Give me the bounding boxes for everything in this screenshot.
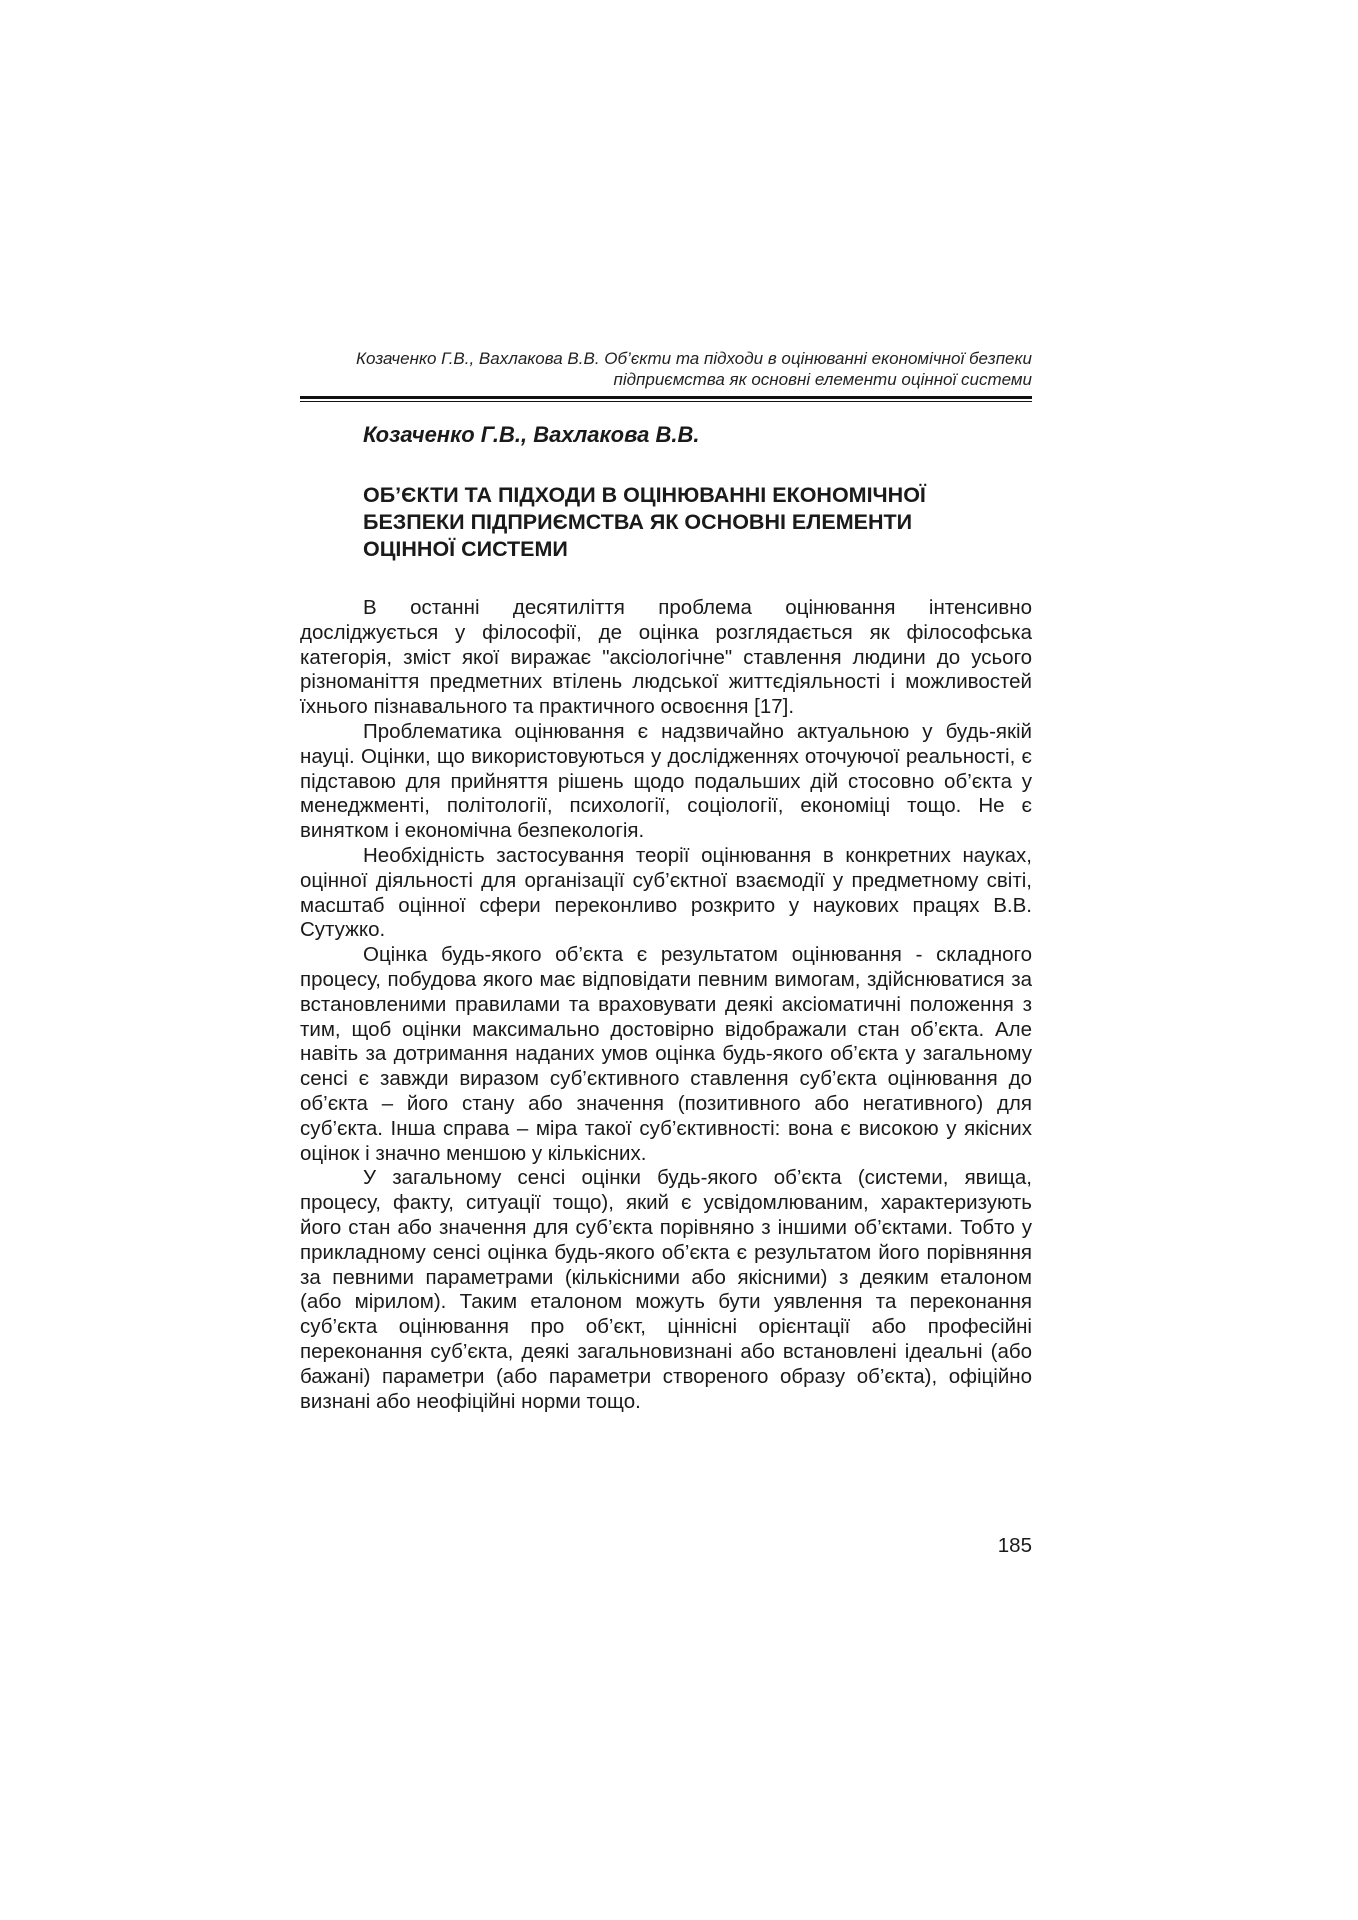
body-paragraph: В останні десятиліття проблема оцінювання інтенсивно досліджується у філософії, де оцінка розглядається як філософська категорія, зміст якої виражає "аксіологічне" ставлення людини до усього різноманіття предметних втілень людської життєдіяльності і можливостей їхнього пізнавального та практичного освоєння [17]. (300, 596, 1032, 719)
journal-page (300, 348, 1032, 1414)
page-number: 185 (997, 1534, 1032, 1557)
header-rule-thin (300, 401, 1032, 402)
running-header-line-2: підприємства як основні елементи оцінної системи (613, 370, 1032, 389)
header-rule-thick (300, 396, 1032, 399)
article-title: ОБ’ЄКТИ ТА ПІДХОДИ В ОЦІНЮВАННІ ЕКОНОМІЧНОЇ БЕЗПЕКИ ПІДПРИЄМСТВА ЯК ОСНОВНІ ЕЛЕМЕНТИ ОЦІННОЇ СИСТЕМИ (363, 483, 926, 561)
body-paragraph: Необхідність застосування теорії оцінювання в конкретних науках, оцінної діяльності для організації суб’єктної взаємодії у предметному світі, масштаб оцінної сфери переконливо розкрито у наукових працях В.В. Сутужко. (300, 843, 1032, 942)
body-paragraph: Оцінка будь-якого об’єкта є результатом оцінювання - складного процесу, побудова якого має відповідати певним вимогам, здійснюватися за встановленими правилами та враховувати деякі аксіоматичні положення з тим, щоб оцінки максимально достовірно відображали стан об’єкта. Але навіть за дотримання наданих умов оцінка будь-якого об’єкта у загальному сенсі є завжди виразом суб’єктивного ставлення суб’єкта оцінювання до об’єкта – його стану або значення (позитивного або негативного) для суб’єкта. Інша справа – міра такої суб’єктивності: вона є високою у якісних оцінок і значно меншою у кількісних. (300, 943, 1032, 1165)
running-header (300, 348, 1032, 390)
body-paragraph: У загальному сенсі оцінки будь-якого об’єкта (системи, явища, процесу, факту, ситуації тощо), який є усвідомлюваним, характеризують його стан або значення для суб’єкта порівняно з іншими об’єктами. Тобто у прикладному сенсі оцінка будь-якого об’єкта є результатом його порівняння за певними параметрами (кількісними або якісними) з деяким еталоном (або мірилом). Таким еталоном можуть бути уявлення та переконання суб’єкта оцінювання про об’єкт, ціннісні орієнтації або професійні переконання суб’єкта, деякі загальновизнані або встановлені ідеальні (або бажані) параметри (або параметри створеного образу об’єкта), офіційно визнані або неофіційні норми тощо. (300, 1166, 1032, 1413)
running-header-line-1: Козаченко Г.В., Вахлакова В.В. Об’єкти та підходи в оцінюванні економічної безпеки (356, 349, 1032, 368)
article-body (300, 596, 1032, 1414)
body-paragraph: Проблематика оцінювання є надзвичайно актуальною у будь-якій науці. Оцінки, що використовуються у дослідженнях оточуючої реальності, є підставою для прийняття рішень щодо подальших дій стосовно об’єкта у менеджменті, політології, психології, соціології, економіці тощо. Не є винятком і економічна безпекологія. (300, 719, 1032, 843)
article-authors: Козаченко Г.В., Вахлакова В.В. (363, 422, 700, 447)
